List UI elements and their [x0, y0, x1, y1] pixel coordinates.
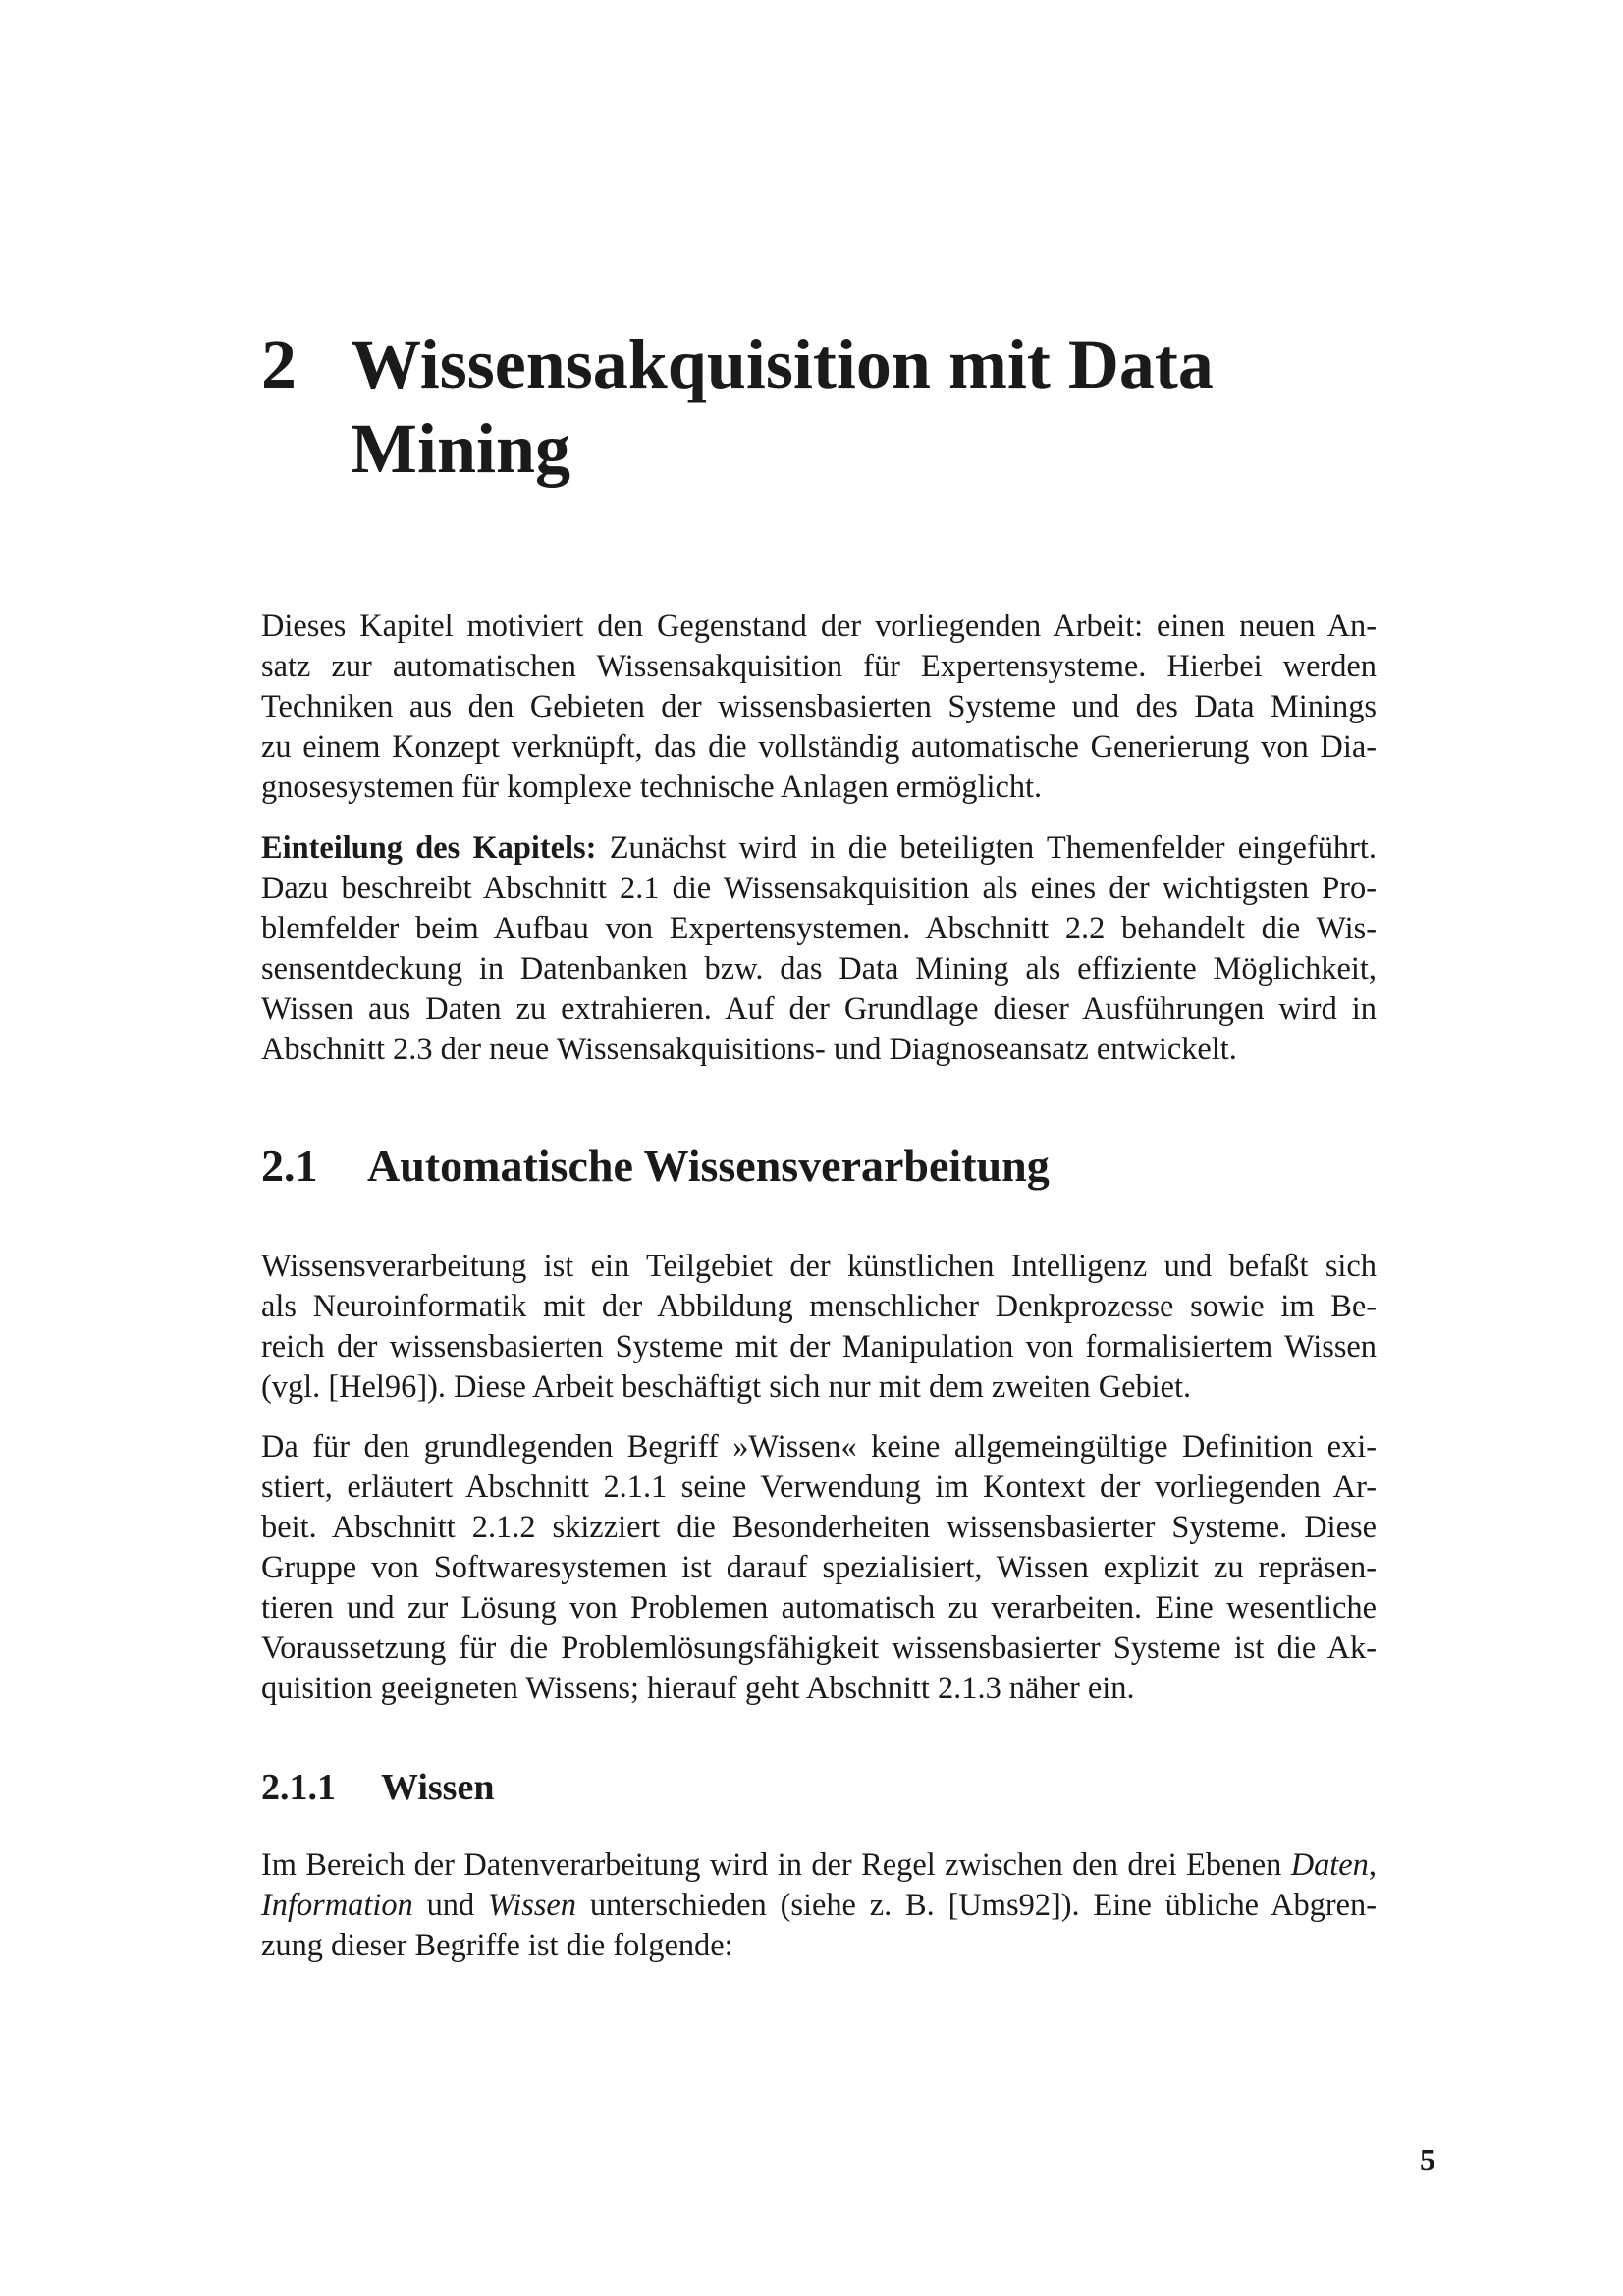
s211-line-1-text: Im Bereich der Datenverarbeitung wird in der Regel zwischen den drei Ebenen — [261, 1847, 1291, 1883]
s211-line-2-rest: unterschieden (siehe z. B. [Ums92]). Eine übliche Abgren- — [576, 1888, 1377, 1923]
s211-line-2 — [261, 1886, 1377, 1926]
s21p2-line-2: stiert, erläutert Abschnitt 2.1.1 seine Verwendung im Kontext der vorliegenden Ar- — [261, 1469, 1377, 1505]
section-2-1-paragraph-2 — [261, 1427, 1377, 1709]
term-daten: Daten — [1290, 1847, 1369, 1883]
term-information: Information — [261, 1888, 413, 1923]
s21p2-line-6: Voraussetzung für die Problemlösungsfähigkeit wissensbasierter Systeme ist die Ak- — [261, 1630, 1377, 1666]
outline-line-3: blemfelder beim Aufbau von Expertensystemen. Abschnitt 2.2 behandelt die Wis- — [261, 911, 1377, 946]
intro-line-4: zu einem Konzept verknüpft, das die vollständig automatische Generierung von Dia- — [261, 729, 1377, 765]
s21p1-line-1: Wissensverarbeitung ist ein Teilgebiet der künstlichen Intelligenz und befaßt sich — [261, 1249, 1377, 1284]
chapter-number: 2 — [261, 325, 297, 403]
section-heading-2-1 — [261, 1139, 1050, 1194]
outline-line-6: Abschnitt 2.3 der neue Wissensakquisitions- und Diagnoseansatz entwickelt. — [261, 1032, 1237, 1067]
intro-line-2: satz zur automatischen Wissensakquisition für Expertensysteme. Hierbei werden — [261, 649, 1377, 684]
chapter-outline-paragraph — [261, 828, 1377, 1070]
term-wissen: Wissen — [488, 1888, 577, 1923]
s21p2-line-1: Da für den grundlegenden Begriff »Wissen« keine allgemeingültige Definition exi- — [261, 1429, 1377, 1465]
intro-line-3: Techniken aus den Gebieten der wissensbasierten Systeme und des Data Minings — [261, 689, 1377, 724]
s21p1-line-4: (vgl. [Hel96]). Diese Arbeit beschäftigt sich nur mit dem zweiten Gebiet. — [261, 1369, 1192, 1405]
s21p1-line-3: reich der wissensbasierten Systeme mit der Manipulation von formalisiertem Wissen — [261, 1329, 1377, 1364]
intro-line-5: gnosesystemen für komplexe technische Anlagen ermöglicht. — [261, 770, 1043, 805]
outline-line-4: sensentdeckung in Datenbanken bzw. das Data Mining als effiziente Möglichkeit, — [261, 951, 1377, 987]
s211-line-2-und: und — [412, 1888, 489, 1923]
s21p2-line-7: quisition geeigneten Wissens; hierauf geht Abschnitt 2.1.3 näher ein. — [261, 1671, 1135, 1706]
subsection-number: 2.1.1 — [261, 1767, 336, 1808]
s21p2-line-5: tieren und zur Lösung von Problemen automatisch zu verarbeiten. Eine wesentliche — [261, 1590, 1377, 1626]
section-number: 2.1 — [261, 1141, 318, 1191]
intro-line-1: Dieses Kapitel motiviert den Gegenstand der vorliegenden Arbeit: einen neuen An- — [261, 609, 1377, 644]
s21p1-line-2: als Neuroinformatik mit der Abbildung menschlicher Denkprozesse sowie im Be- — [261, 1289, 1377, 1324]
outline-line-1-rest: Zunächst wird in die beteiligten Themenfelder eingeführt. — [596, 830, 1377, 866]
intro-paragraph — [261, 607, 1377, 808]
section-title: Automatische Wissensverarbeitung — [367, 1141, 1050, 1191]
s211-line-1-comma: , — [1368, 1847, 1377, 1883]
chapter-title — [351, 322, 1234, 491]
outline-line-5: Wissen aus Daten zu extrahieren. Auf der Grundlage dieser Ausführungen wird in — [261, 991, 1377, 1027]
s21p2-line-4: Gruppe von Softwaresystemen ist darauf spezialisiert, Wissen explizit zu repräsen- — [261, 1550, 1377, 1585]
outline-lead: Einteilung des Kapitels: — [261, 830, 597, 866]
outline-line-2: Dazu beschreibt Abschnitt 2.1 die Wissensakquisition als eines der wichtigsten Pro- — [261, 871, 1377, 906]
outline-line-1 — [261, 828, 1377, 869]
page-number: 5 — [1420, 2142, 1435, 2177]
chapter-title-line-1: Wissensakquisition mit Data — [351, 325, 1214, 403]
s211-line-3: zung dieser Begriffe ist die folgende: — [261, 1928, 733, 1963]
chapter-title-line-2: Mining — [351, 409, 571, 488]
s211-line-1 — [261, 1845, 1377, 1886]
s21p2-line-3: beit. Abschnitt 2.1.2 skizziert die Besonderheiten wissensbasierter Systeme. Diese — [261, 1510, 1377, 1545]
section-2-1-paragraph-1 — [261, 1247, 1377, 1408]
subsection-title: Wissen — [381, 1767, 495, 1808]
subsection-heading-2-1-1 — [261, 1765, 494, 1810]
section-2-1-1-paragraph — [261, 1845, 1377, 1966]
